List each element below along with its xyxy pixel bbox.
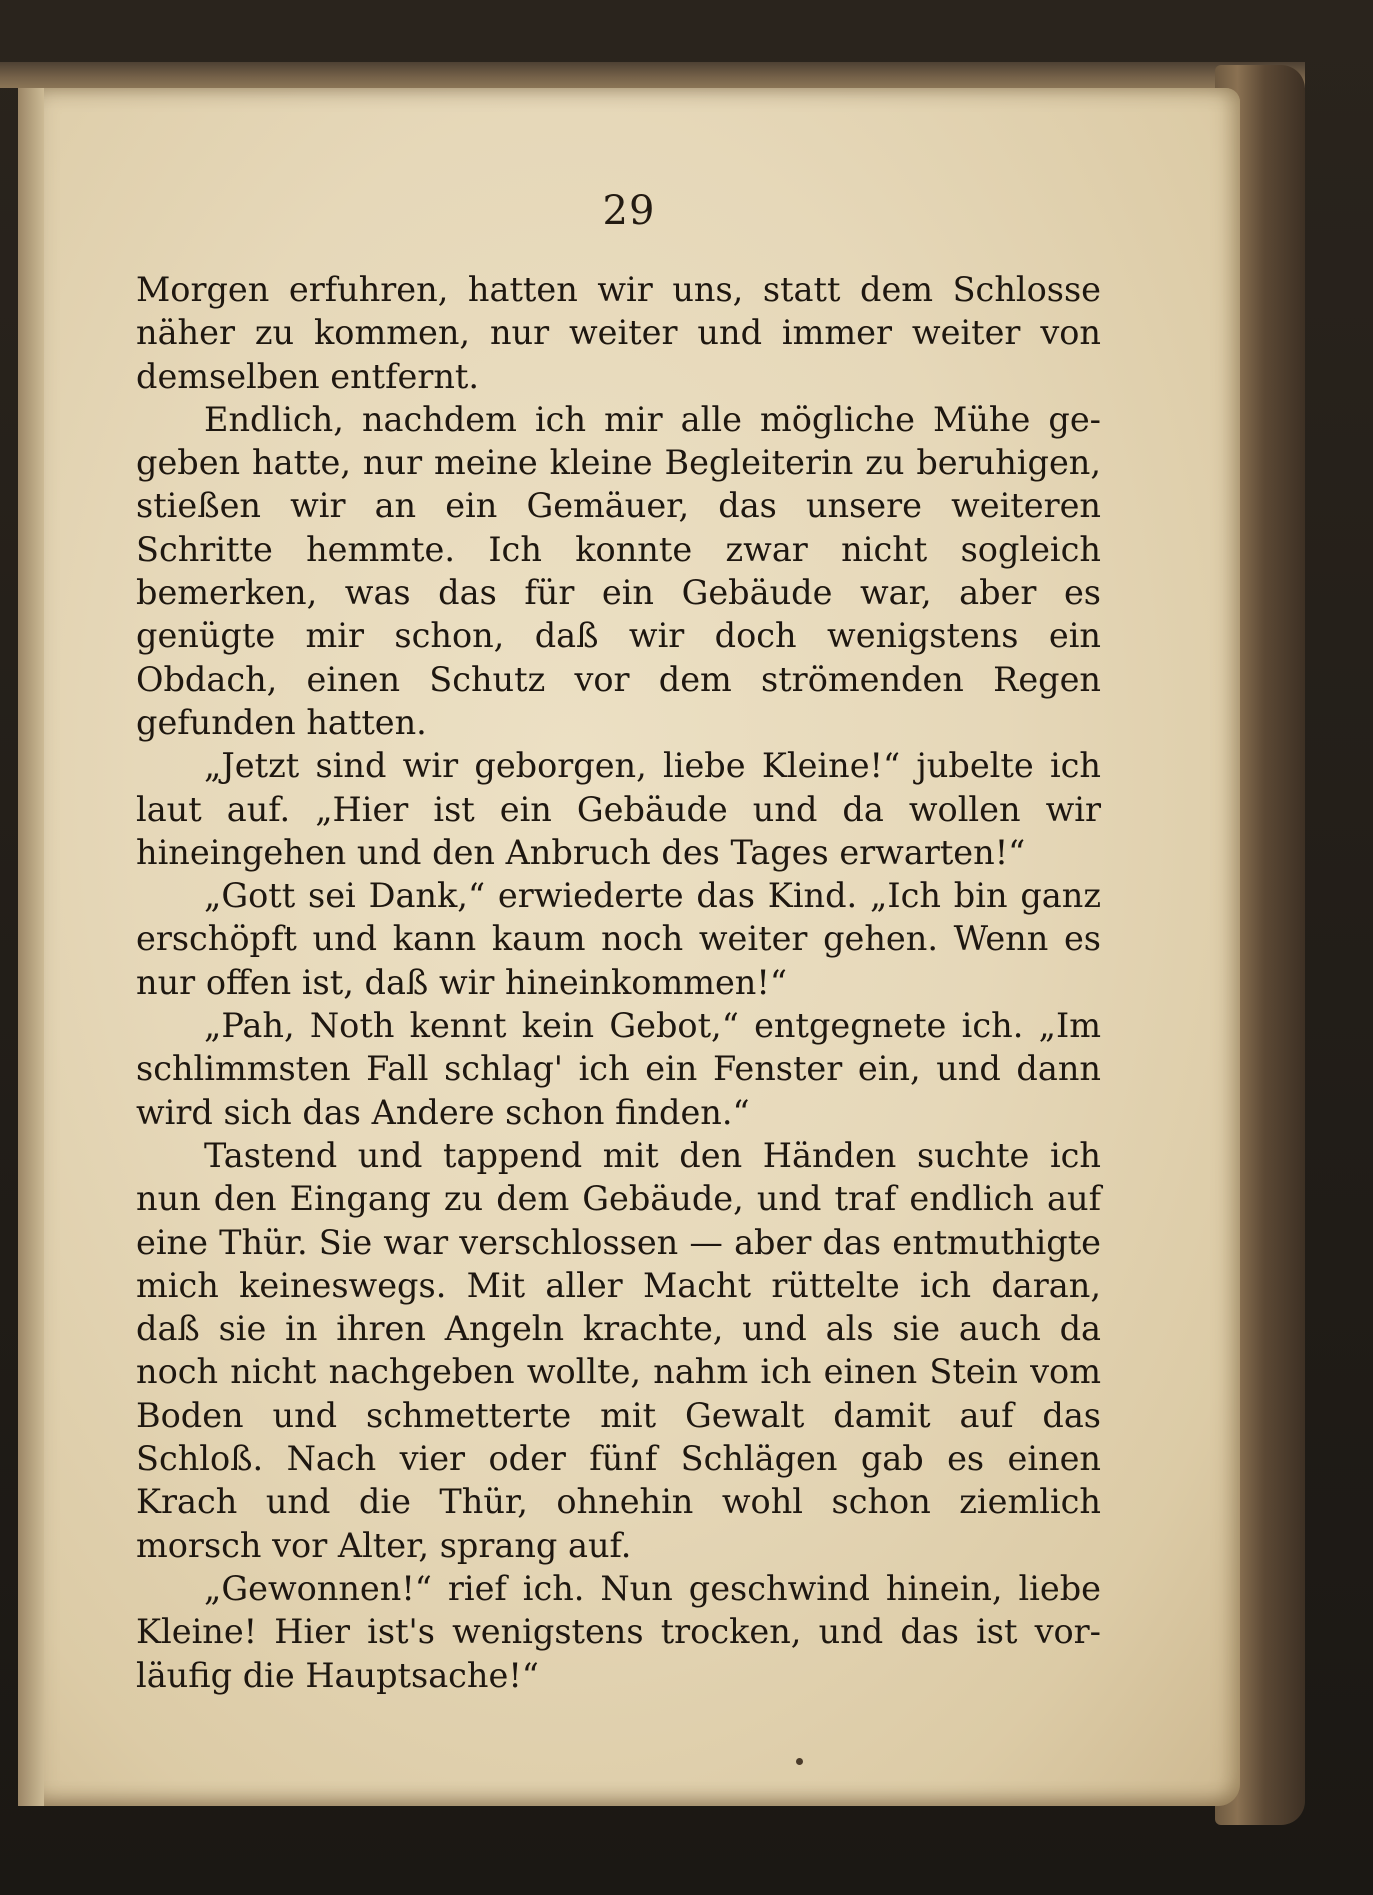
page-number: 29 xyxy=(602,188,656,234)
book-page xyxy=(18,88,1240,1806)
book-cover-top-edge xyxy=(0,62,1305,88)
page-body-text xyxy=(136,268,1101,1697)
paragraph: „Gewonnen!“ rief ich. Nun geschwind hinein, liebe Kleine! Hier ist's wenigstens trocken, und das ist vor- läufig die Hauptsache!“ xyxy=(136,1568,1101,1695)
paragraph: „Pah, Noth kennt kein Gebot,“ entgegnete ich. „Im schlimmsten Fall schlag' ich ein Fenster ein, und dann wird sich das Andere schon finden.“ xyxy=(136,1006,1101,1132)
ink-spot xyxy=(796,1758,803,1765)
paragraph: Morgen erfuhren, hatten wir uns, statt dem Schlosse näher zu kommen, nur weiter und immer weiter von demselben entfernt. xyxy=(136,270,1101,396)
paragraph: „Gott sei Dank,“ erwiederte das Kind. „Ich bin ganz erschöpft und kann kaum noch weiter gehen. Wenn es nur offen ist, daß wir hineinkommen!“ xyxy=(136,876,1101,1002)
paragraph: Tastend und tappend mit den Händen suchte ich nun den Eingang zu dem Gebäude, und traf endlich auf eine Thür. Sie war verschlossen — aber das entmuthigte mich keineswegs. Mit aller Macht rüttelte ich daran, daß sie in ihren Angeln krachte, und als sie auch da noch nicht nachgeben wollte, nahm ich einen Stein vom Boden und schmetterte mit Gewalt damit auf das Schloß. Nach vier oder fünf Schlägen gab es einen Krach und die Thür, ohnehin wohl schon ziemlich morsch vor Alter, sprang auf. xyxy=(136,1135,1101,1565)
paragraph: Endlich, nachdem ich mir alle mögliche Mühe ge- geben hatte, nur meine kleine Begleiterin zu beruhigen, stießen wir an ein Gemäuer, das unsere weiteren Schritte hemmte. Ich konnte zwar nicht sogleich bemerken, was das für ein Gebäude war, aber es genügte mir schon, daß wir doch wenigstens ein Obdach, einen Schutz vor dem strömenden Regen gefunden hatten. xyxy=(136,399,1101,742)
paragraph: „Jetzt sind wir geborgen, liebe Kleine!“ jubelte ich laut auf. „Hier ist ein Gebäude und da wollen wir hineingehen und den Anbruch des Tages erwarten!“ xyxy=(136,746,1101,872)
page-gutter xyxy=(18,88,44,1806)
